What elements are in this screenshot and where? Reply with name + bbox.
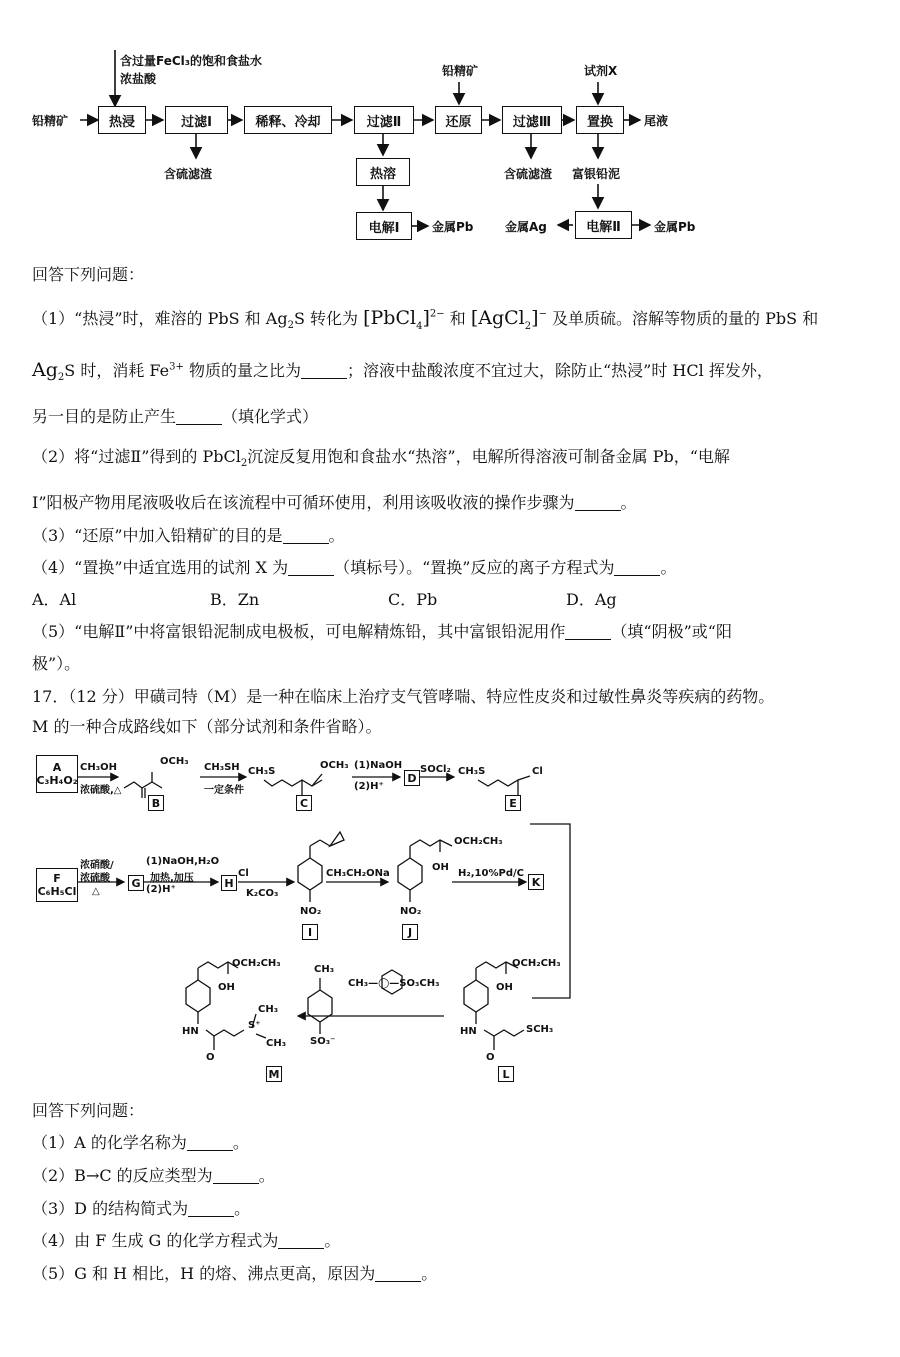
reagent-label: K₂CO₃ (246, 888, 279, 899)
compound-c-label: C (296, 795, 312, 811)
q17-part2: （2）B→C 的反应类型为 。 (32, 1166, 275, 1185)
fragment-label: CH₃ (258, 1004, 279, 1015)
fragment-label: Cl (238, 868, 249, 879)
fragment-label: Cl (532, 766, 543, 777)
q17-intro: 回答下列问题： (32, 1101, 145, 1120)
step-box-replace: 置换 (576, 106, 624, 134)
reagent-label-2: 浓盐酸 (120, 72, 157, 86)
compound-k-label: K (528, 874, 544, 890)
fragment-label: OH (432, 862, 449, 873)
answer-blank (375, 1265, 421, 1282)
reagent-label: (2)H⁺ (146, 884, 176, 895)
residue-label-1: 含硫滤渣 (164, 167, 213, 181)
reagent-x-label: 试剂X (584, 64, 618, 78)
step-box-filter-1: 过滤Ⅰ (165, 106, 228, 134)
fragment-label: HN (182, 1026, 199, 1037)
step-box-hot-dissolve: 热溶 (356, 158, 410, 186)
q16-part1-line1: （1）“热浸”时，难溶的 PbS 和 $Ag_2S$ 转化为 [PbCl$_4$]$^{2-}$ 和 [AgCl$_2$]− 及单质硫。溶解等物质的量的 PbS 和 (32, 307, 819, 332)
fragment-label: O (206, 1052, 215, 1063)
q16-part2-line2: Ⅰ”阳极产物用尾液吸收后在该流程中可循环使用，利用该吸收液的操作步骤为 。 (32, 493, 637, 512)
compound-h-label: H (221, 875, 237, 891)
compound-d-label: D (404, 770, 420, 786)
residue-label-2: 含硫滤渣 (504, 167, 553, 181)
step-box-reduce: 还原 (435, 106, 482, 134)
option-c: C．Pb (388, 590, 438, 609)
compound-b-label: B (148, 795, 164, 811)
reagent-label: CH₃—◯—SO₃CH₃ (348, 978, 440, 989)
fragment-label: CH₃ (314, 964, 335, 975)
fragment-label: OH (496, 982, 513, 993)
answer-blank (188, 1200, 234, 1217)
q17-title-2: M 的一种合成路线如下（部分试剂和条件省略）。 (32, 717, 382, 736)
step-box-hot-leach: 热浸 (98, 106, 146, 134)
reagent-label: (1)NaOH (354, 760, 403, 771)
q16-part5-line1: （5）“电解Ⅱ”中将富银铅泥制成电极板，可电解精炼铅，其中富银铅泥用作 （填“阴极”或“阳 (32, 622, 732, 641)
q16-part3: （3）“还原”中加入铅精矿的目的是 。 (32, 526, 345, 545)
q16-part1-line3: 另一目的是防止产生 （填化学式） (32, 407, 319, 426)
reagent-label: CH₃SH (204, 762, 240, 773)
fragment-label: SCH₃ (526, 1024, 554, 1035)
q17-part1: （1）A 的化学名称为 。 (32, 1133, 249, 1152)
answer-blank (278, 1232, 324, 1249)
step-box-filter-2: 过滤Ⅱ (354, 106, 414, 134)
fragment-label: CH₃S (458, 766, 486, 777)
q17-part4: （4）由 F 生成 G 的化学方程式为 。 (32, 1231, 341, 1250)
step-box-filter-3: 过滤Ⅲ (502, 106, 562, 134)
option-b: B．Zn (210, 590, 260, 609)
compound-g-label: G (128, 875, 144, 891)
fragment-label: OCH₂CH₃ (232, 958, 281, 969)
q17-part5: （5）G 和 H 相比，H 的熔、沸点更高，原因为 。 (32, 1264, 438, 1283)
option-a: A．Al (32, 590, 77, 609)
fragment-label: NO₂ (300, 906, 322, 917)
reagent-label: H₂,10%Pd/C (458, 868, 524, 879)
fragment-label: CH₃S (248, 766, 276, 777)
answer-blank (187, 1134, 233, 1151)
step-box-electrolysis-2: 电解Ⅱ (575, 211, 632, 239)
q16-part1-line2: $Ag_2S$ 时，消耗 $Fe^{3+}$ 物质的量之比为 ；溶液中盐酸浓度不宜过大，除防止“热浸”时 HCl 挥发外， (32, 359, 773, 384)
fragment-label: O (486, 1052, 495, 1063)
fragment-label: CH₃ (266, 1038, 287, 1049)
q16-part2-line1: （2）将“过滤Ⅱ”得到的 PbCl$_2$沉淀反复用饱和食盐水“热溶”，电解所得溶液可制备金属 Pb，“电解 (32, 447, 730, 470)
compound-e-label: E (505, 795, 521, 811)
compound-l-label: L (498, 1066, 514, 1082)
fragment-label: HN (460, 1026, 477, 1037)
option-d: D．Ag (566, 590, 617, 609)
reagent-label: 浓硝酸/ (80, 860, 114, 871)
fragment-label: S⁺ (248, 1020, 261, 1031)
compound-f-box: F C₆H₅Cl (36, 868, 78, 902)
compound-a-box: A C₃H₄O₂ (36, 755, 78, 793)
reagent-label: (1)NaOH,H₂O (146, 856, 220, 867)
reagent-label: CH₃CH₂ONa (326, 868, 390, 879)
fragment-label: OH (218, 982, 235, 993)
compound-m-label: M (266, 1066, 282, 1082)
fragment-label: SO₃⁻ (310, 1036, 336, 1047)
reagent-label: 浓硫酸,△ (80, 785, 122, 796)
step-box-dilute-cool: 稀释、冷却 (244, 106, 332, 134)
q16-part4: （4）“置换”中适宜选用的试剂 X 为 （填标号）。“置换”反应的离子方程式为 。 (32, 558, 677, 577)
reagent-label: △ (92, 886, 100, 897)
metal-pb-label-2: 金属Pb (654, 220, 696, 234)
fragment-label: OCH₃ (160, 756, 189, 767)
fragment-label: OCH₃ (320, 760, 349, 771)
reagent-label: 一定条件 (204, 785, 244, 796)
fragment-label: NO₂ (400, 906, 422, 917)
fragment-label: OCH₂CH₃ (512, 958, 561, 969)
ore-label-2: 铅精矿 (442, 64, 479, 78)
q16-intro: 回答下列问题： (32, 265, 145, 284)
reagent-label: 加热,加压 (150, 873, 194, 884)
step-box-electrolysis-1: 电解Ⅰ (356, 212, 412, 240)
q17-title: 17．（12 分）甲磺司特（M）是一种在临床上治疗支气管哮喘、特应性皮炎和过敏性鼻炎等疾病的药物。 (32, 687, 775, 706)
answer-blank (213, 1167, 259, 1184)
q17-part3: （3）D 的结构简式为 。 (32, 1199, 251, 1218)
reagent-label: SOCl₂ (420, 764, 451, 775)
compound-j-label: J (402, 924, 418, 940)
feed-label: 铅精矿 (32, 114, 69, 128)
q16-part5-line2: 极”）。 (32, 654, 81, 673)
metal-pb-label-1: 金属Pb (432, 220, 474, 234)
ag-mud-label: 富银铅泥 (572, 167, 621, 181)
reagent-label: CH₃OH (80, 762, 117, 773)
tail-liquid-label: 尾液 (644, 114, 669, 128)
compound-i-label: I (302, 924, 318, 940)
fragment-label: OCH₂CH₃ (454, 836, 503, 847)
reagent-label: 浓硫酸 (80, 873, 110, 884)
metal-ag-label: 金属Ag (505, 220, 547, 234)
reagent-label: (2)H⁺ (354, 781, 384, 792)
reagent-label-1: 含过量FeCl₃的饱和食盐水 (120, 54, 263, 68)
